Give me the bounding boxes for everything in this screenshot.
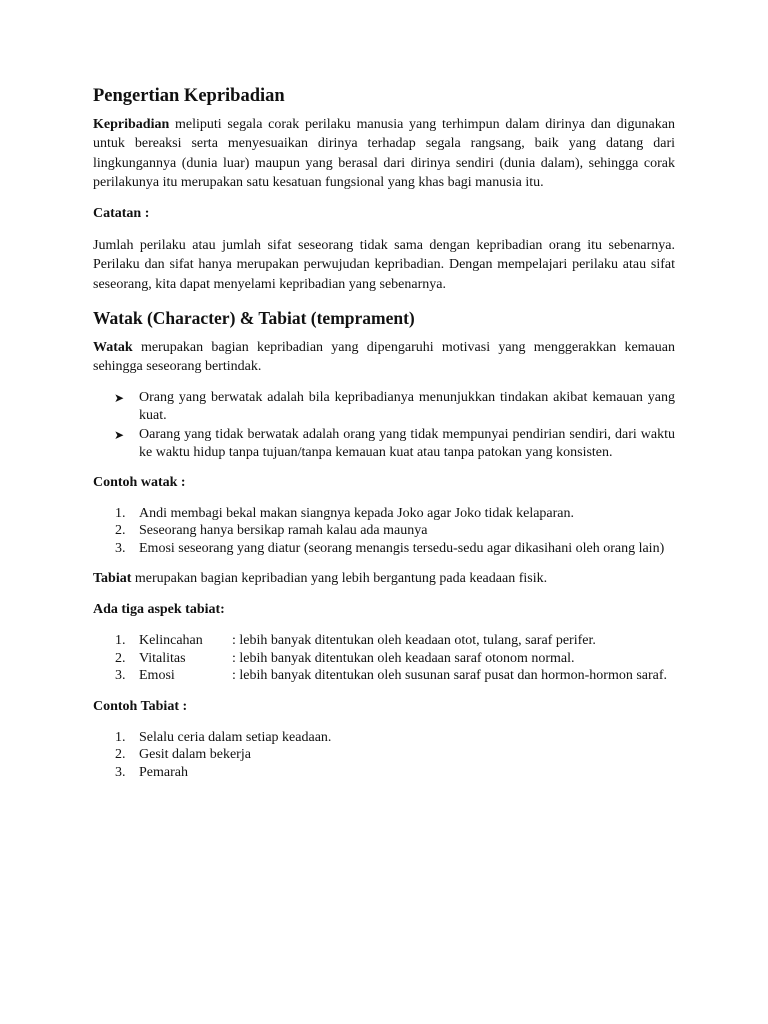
- list-item-text: Seseorang hanya bersikap ramah kalau ada maunya: [139, 523, 428, 539]
- list-item: [93, 746, 675, 764]
- document-content: [93, 84, 675, 793]
- list-number: 3.: [115, 540, 126, 556]
- list-item: [93, 522, 675, 540]
- watak-text: merupakan bagian kepribadian yang dipengaruhi motivasi yang menggerakkan kemauan sehingga seseorang bertindak.: [93, 340, 675, 375]
- arrow-bullet-icon: ➤: [114, 427, 125, 442]
- tabiat-text: merupakan bagian kepribadian yang lebih bergantung pada keadaan fisik.: [131, 571, 548, 587]
- aspek-desc: : lebih banyak ditentukan oleh keadaan otot, tulang, saraf perifer.: [232, 633, 596, 649]
- catatan-label: Catatan :: [93, 206, 150, 222]
- aspek-desc: : lebih banyak ditentukan oleh keadaan saraf otonom normal.: [232, 650, 575, 666]
- intro-paragraph: [93, 115, 675, 192]
- section-title-watak-tabiat: Watak (Character) & Tabiat (temprament): [93, 308, 415, 329]
- aspek-name: Emosi: [139, 668, 175, 684]
- arrow-bullet-icon: ➤: [114, 390, 125, 405]
- watak-paragraph: [93, 338, 675, 377]
- list-item: [93, 540, 675, 558]
- list-item: [93, 650, 675, 668]
- contoh-tabiat-list: [93, 729, 675, 782]
- aspek-desc: : lebih banyak ditentukan oleh susunan saraf pusat dan hormon-hormon saraf.: [232, 668, 668, 684]
- aspek-tabiat-label: Ada tiga aspek tabiat:: [93, 602, 225, 618]
- list-item-text: Emosi seseorang yang diatur (seorang menangis tersedu-sedu agar dikasihani oleh orang lain): [139, 540, 665, 556]
- intro-term: Kepribadian: [93, 117, 170, 132]
- watak-bullet-list: [93, 389, 675, 463]
- tabiat-term: Tabiat: [93, 571, 132, 587]
- list-item-text: Selalu ceria dalam setiap keadaan.: [139, 729, 332, 745]
- list-number: 3.: [115, 668, 126, 684]
- list-item: [93, 389, 675, 426]
- aspek-name: Kelincahan: [139, 633, 203, 649]
- list-item-text: Gesit dalam bekerja: [139, 747, 251, 763]
- catatan-paragraph: Jumlah perilaku atau jumlah sifat seseorang tidak sama dengan kepribadian orang itu sebenarnya. Perilaku dan sifat hanya merupakan perwujudan kepribadian. Dengan mempelajari perilaku atau sifat seseorang, kita dapat menyelami kepribadian yang sebenarnya.: [93, 238, 675, 292]
- page-title: Pengertian Kepribadian: [93, 86, 285, 106]
- list-number: 2.: [115, 523, 126, 539]
- aspek-tabiat-list: [93, 632, 675, 685]
- list-item-text: Pemarah: [139, 764, 188, 780]
- list-number: 2.: [115, 747, 126, 763]
- list-item: [93, 667, 675, 685]
- list-number: 1.: [115, 505, 126, 521]
- contoh-tabiat-label: Contoh Tabiat :: [93, 698, 188, 714]
- watak-term: Watak: [93, 340, 133, 356]
- list-number: 2.: [115, 650, 126, 666]
- intro-text: meliputi segala corak perilaku manusia yang terhimpun dalam dirinya dan digunakan untuk bereaksi serta menyesuaikan dirinya terhadap segala rangsang, baik yang datang dari lingkungannya (dunia luar) maupun yang berasal dari dirinya sendiri (dunia dalam), sehingga corak perilakunya itu merupakan satu kesatuan fungsional yang khas bagi manusia itu.: [93, 117, 675, 190]
- list-item-text: Andi membagi bekal makan siangnya kepada Joko agar Joko tidak kelaparan.: [139, 505, 575, 521]
- list-number: 1.: [115, 729, 126, 745]
- tabiat-paragraph: [93, 569, 675, 588]
- list-item: [93, 764, 675, 782]
- list-number: 3.: [115, 764, 126, 780]
- list-item: [93, 426, 675, 463]
- contoh-watak-list: [93, 505, 675, 558]
- aspek-name: Vitalitas: [139, 650, 186, 666]
- list-item: [93, 632, 675, 650]
- list-item-text: Orang yang berwatak adalah bila kepribadianya menunjukkan tindakan akibat kemauan yang kuat.: [139, 389, 675, 424]
- list-number: 1.: [115, 633, 126, 649]
- list-item-text: Oarang yang tidak berwatak adalah orang yang tidak mempunyai pendirian sendiri, dari waktu ke waktu hidup tanpa tujuan/tanpa kemauan kuat atau tanpa patokan yang konsisten.: [139, 426, 675, 461]
- list-item: [93, 505, 675, 523]
- contoh-watak-label: Contoh watak :: [93, 474, 186, 490]
- list-item: [93, 729, 675, 747]
